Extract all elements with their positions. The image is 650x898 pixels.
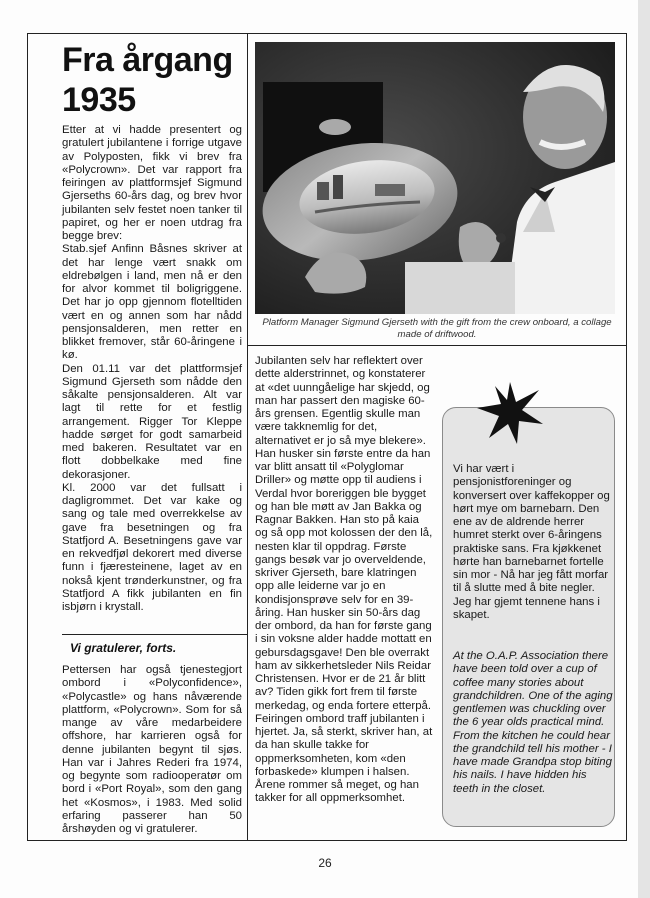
paragraph: Stab.sjef Anfinn Båsnes skriver at det har lenge vært snakk om eldrebølgen i land, men nå er den for alvor kommet til boligriggene. Det har jo opp gjennom flotelltiden vært en og annen som har nådd pensjonsalderen, men retter en blikket fremover, står 60-åringene i kø. xyxy=(62,243,242,362)
article-column-1 xyxy=(62,124,242,614)
photo-illustration xyxy=(255,42,615,314)
sidebar-text-norwegian: Vi har vært i pensjonistforeninger og konversert over kaffekopper og hørt mye om barnebarn. Den ene av de aldrende herrer humret sterkt over 6-åringens praktiske sans. Fra kjøkkenet hørte han barnebarnet fortelle sin mor - Nå har jeg fått morfar til å slutte med å bite negler. Jeg har gjemt tennene hans i skapet. xyxy=(453,463,610,621)
title-line-1: Fra årgang xyxy=(62,41,233,79)
article-column-1-continued xyxy=(62,664,242,836)
paragraph: Jubilanten selv har reflektert over dette alderstrinnet, og konstaterer at «det uunngåelige har skjedd, og man har passert den magiske 60-års grensen. Egentlig skulle man være takknemlig for det, alternativet er jo så mye blekere». Han husker sin første entre da han var blitt ansatt til «Polyglomar Driller» og møtte opp til audiens i Verdal hvor boreriggen ble bygget og han ble møtt av Jan Bakka og Ragnar Bakken. Han sto på kaia og så opp mot kolossen der den lå, nesten klar til oppdrag. Første gangs besøk var jo overveldende, skriver Gjerseth, bare klatringen opp alle leiderne var jo en kondisjonsprøve selv for en 39-åring. Han husker sin 50-års dag der ombord, da han for første gang i sin voksne alder hadde mottatt en gebursdagsgave! Den ble overrakt ham av sikkerhetsleder Nils Reidar Christensen. Hvor er de 21 år blitt av? Tiden gikk fort frem til første merkedag, og enda fortere etterpå. xyxy=(255,355,433,712)
paragraph: Etter at vi hadde presentert og gratulert jubilantene i forrige utgave av Polyposten, fikk vi brev fra «Polycrown». Det var rapport fra feiringen av plattformsjef Sigmund Gjerseths 60-års dag, og brev hvor jubilanten selv festet noen tanker til papiret, og her er noen utdrag fra begge brev: xyxy=(62,124,242,242)
star-burst-icon xyxy=(475,378,545,448)
photo-rule xyxy=(247,345,627,346)
photo-caption: Platform Manager Sigmund Gjerseth with the gift from the crew onboard, a collage made of driftwood. xyxy=(262,317,612,340)
article-column-2 xyxy=(255,355,433,806)
photo xyxy=(255,42,615,314)
column-divider xyxy=(247,33,248,841)
paragraph: Feiringen ombord traff jubilanten i hjertet. Ja, så sterkt, skriver han, at da han skulle takke for oppmerksomheten, kom «den forbaskede» klumpen i halsen. Årene rommer så meget, og han takker for all oppmerksomhet. xyxy=(255,712,433,805)
paragraph: Kl. 2000 var det fullsatt i dagligrommet. Det var kake og sang og tale med overrekkelse av gave fra besetningen og fra Statfjord A. Besetningens gave var en rekvedfjøl dekorert med diverse funn i fjæresteinene, laget av en nokså kjent trønderkunstner, og fra Statfjord A fikk jubilanten en fin isbjørn i krystall. xyxy=(62,481,242,613)
page-number: 26 xyxy=(318,856,332,870)
article-title xyxy=(62,40,242,120)
paragraph: Pettersen har også tjenestegjort ombord i «Polyconfidence», «Polycastle» og hans nåværende plattform, «Polycrown». Som for så mange av våre medarbeidere offshore, har karrieren også for denne jubilanten begynt til sjøs. Han var i Jahres Rederi fra 1974, og begynte som radiooperatør om bord i «Port Royal», som den gang het «Kosmos», i 1983. Med solid erfaring passerer han 50 årshøyden og vi gratulerer. xyxy=(62,664,242,835)
title-line-2: 1935 xyxy=(62,81,136,119)
sidebar-text-english: At the O.A.P. Association there have been told over a cup of coffee many stories about grandchildren. One of the aging gentlemen was chuckling over the 6 year olds practical mind. From the kitchen he could hear the grandchild tell his mother - I have made Grandpa stop biting his nails. I have hidden his teeth in the closet. xyxy=(453,650,613,795)
paragraph: Den 01.11 var det plattformsjef Sigmund Gjerseth som nådde den såkalte pensjonsalderen. Alt var lagt til rette for et festlig arrangement. Rigger Tor Kleppe hadde sørget for godt samarbeid med bakeren. Resultatet var en flott dobbelkake med fine dekorasjoner. xyxy=(62,362,242,481)
page-edge xyxy=(638,0,650,898)
subheading: Vi gratulerer, forts. xyxy=(70,641,177,655)
